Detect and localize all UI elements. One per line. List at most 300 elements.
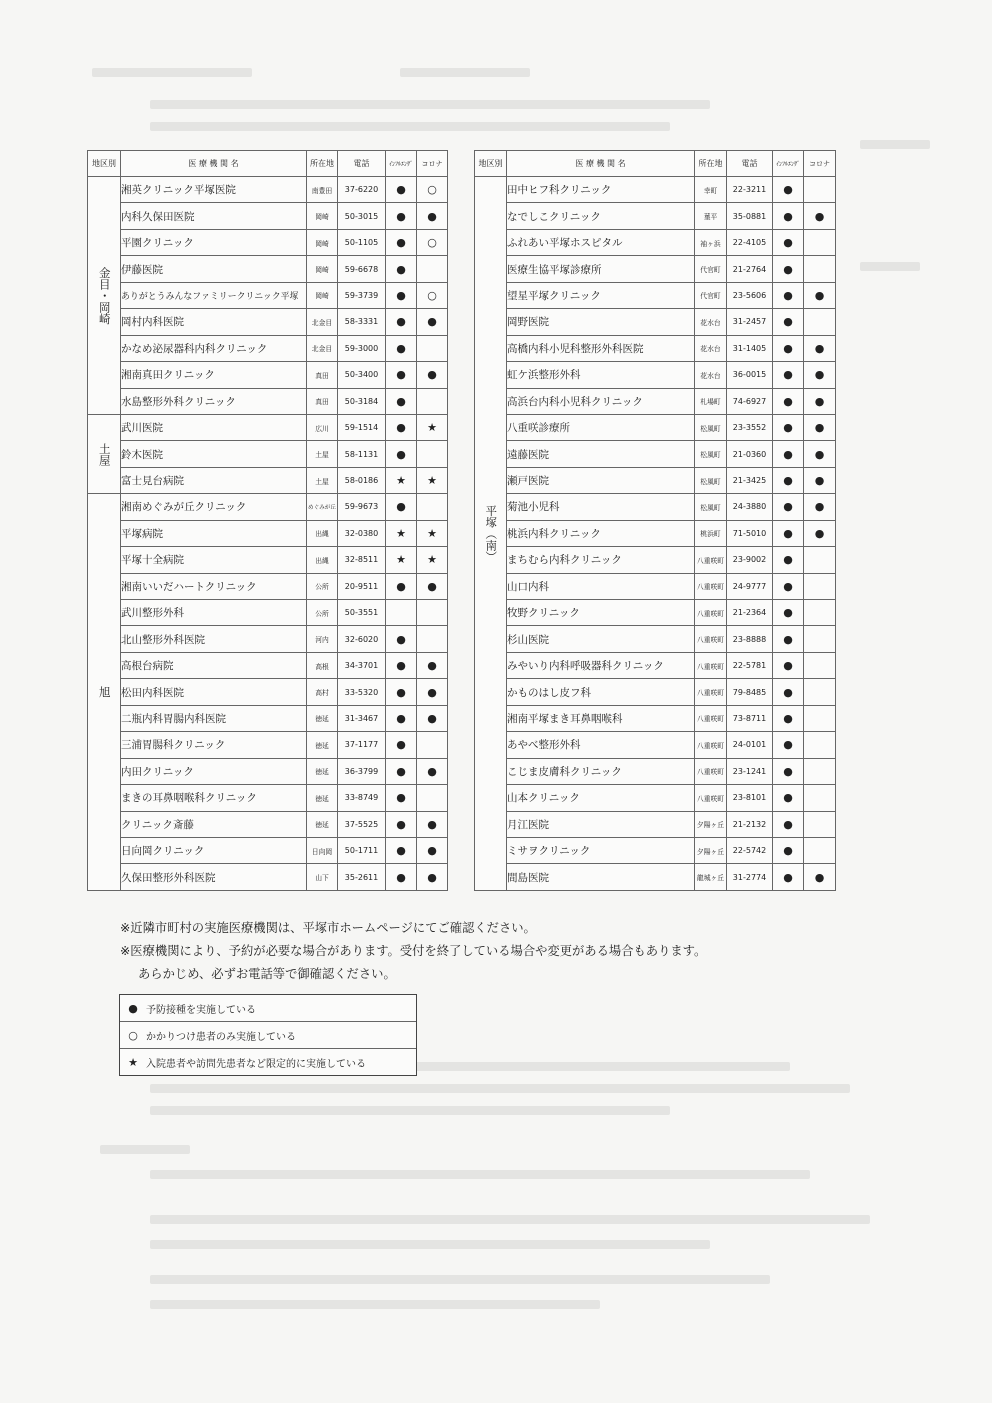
phone-cell: 24-3880: [727, 494, 773, 520]
clinic-name-cell: 八重咲診療所: [507, 414, 695, 440]
location-cell: 代官町: [695, 282, 727, 308]
filled-circle-icon: ●: [783, 579, 793, 593]
phone-cell: 23-9002: [727, 547, 773, 573]
filled-circle-icon: ●: [783, 870, 793, 884]
phone-cell: 31-2774: [727, 864, 773, 890]
filled-circle-icon: ●: [783, 791, 793, 805]
covid-mark-cell: [417, 864, 448, 890]
covid-mark-cell: [804, 547, 836, 573]
table-row: [88, 864, 448, 890]
location-cell: 八重咲町: [695, 679, 727, 705]
covid-mark-cell: [804, 362, 836, 388]
filled-circle-icon: ●: [814, 288, 825, 302]
filled-circle-icon: ●: [427, 579, 437, 593]
clinic-name-cell: 山口内科: [507, 573, 695, 599]
flu-mark-cell: [773, 229, 804, 255]
phone-cell: 31-3467: [338, 705, 386, 731]
legend-row: [120, 1049, 416, 1075]
table-row: [88, 732, 448, 758]
table-row: [475, 282, 836, 308]
location-cell: 徳延: [307, 758, 338, 784]
location-cell: 徳延: [307, 705, 338, 731]
flu-mark-cell: [773, 679, 804, 705]
flu-mark-cell: [773, 362, 804, 388]
filled-circle-icon: ●: [814, 394, 825, 408]
clinic-name-cell: 内田クリニック: [121, 758, 307, 784]
filled-circle-icon: ●: [783, 632, 793, 646]
table-row: [475, 679, 836, 705]
filled-circle-icon: ●: [783, 394, 793, 408]
phone-cell: 50-3015: [338, 203, 386, 229]
area-cell: 土屋: [88, 414, 121, 493]
covid-mark-cell: [804, 414, 836, 440]
filled-circle-icon: ●: [427, 685, 437, 699]
header-name: 医 療 機 関 名: [121, 151, 307, 177]
flu-mark-cell: [386, 520, 417, 546]
phone-cell: 21-3425: [727, 467, 773, 493]
table-row: [88, 335, 448, 361]
legend-text: かかりつけ患者のみ実施している: [146, 1031, 296, 1043]
filled-circle-icon: ●: [427, 764, 437, 778]
filled-circle-icon: ●: [783, 447, 793, 461]
table-row: [88, 600, 448, 626]
clinic-name-cell: みやいり内科呼吸器科クリニック: [507, 652, 695, 678]
clinic-name-cell: かなめ泌尿器科内科クリニック: [121, 335, 307, 361]
filled-circle-icon: ●: [427, 711, 437, 725]
location-cell: 北金目: [307, 335, 338, 361]
clinic-name-cell: 湘南平塚まき耳鼻咽喉科: [507, 705, 695, 731]
covid-mark-cell: [804, 467, 836, 493]
filled-circle-icon: ●: [396, 738, 406, 752]
filled-circle-icon: ●: [396, 394, 406, 408]
open-circle-icon: ○: [427, 183, 437, 197]
clinic-name-cell: 湘南真田クリニック: [121, 362, 307, 388]
phone-cell: 35-0881: [727, 203, 773, 229]
table-row: [88, 785, 448, 811]
phone-cell: 50-3184: [338, 388, 386, 414]
note-line: ※近隣市町村の実施医療機関は、平塚市ホームページにてご確認ください。: [120, 921, 536, 935]
clinic-name-cell: あやべ整形外科: [507, 732, 695, 758]
filled-circle-icon: ●: [396, 209, 406, 223]
filled-circle-icon: ●: [814, 447, 825, 461]
phone-cell: 21-2764: [727, 256, 773, 282]
clinic-name-cell: 高浜台内科小児科クリニック: [507, 388, 695, 414]
phone-cell: 59-1514: [338, 414, 386, 440]
covid-mark-cell: [417, 679, 448, 705]
legend-text: 予防接種を実施している: [146, 1004, 256, 1016]
location-cell: 徳延: [307, 811, 338, 837]
flu-mark-cell: [773, 758, 804, 784]
filled-circle-icon: ●: [396, 817, 406, 831]
flu-mark-cell: [386, 652, 417, 678]
clinic-name-cell: 瀬戸医院: [507, 467, 695, 493]
filled-circle-icon: ●: [396, 659, 406, 673]
flu-mark-cell: [773, 467, 804, 493]
flu-mark-cell: [773, 864, 804, 890]
covid-mark-cell: [804, 309, 836, 335]
covid-mark-cell: [417, 494, 448, 520]
phone-cell: 37-6220: [338, 177, 386, 203]
flu-mark-cell: [773, 732, 804, 758]
table-row: [475, 573, 836, 599]
flu-mark-cell: [386, 494, 417, 520]
phone-cell: 21-2132: [727, 811, 773, 837]
filled-circle-icon: ●: [396, 711, 406, 725]
covid-mark-cell: [804, 785, 836, 811]
table-row: [88, 837, 448, 863]
covid-mark-cell: [804, 626, 836, 652]
flu-mark-cell: [386, 705, 417, 731]
open-circle-icon: ○: [427, 236, 437, 250]
location-cell: 八重咲町: [695, 573, 727, 599]
area-cell: 旭: [88, 494, 121, 891]
phone-cell: 37-5525: [338, 811, 386, 837]
table-row: [475, 864, 836, 890]
filled-circle-icon: ●: [783, 659, 793, 673]
clinic-name-cell: 二瓶内科胃腸内科医院: [121, 705, 307, 731]
filled-circle-icon: ●: [783, 817, 793, 831]
filled-circle-icon: ●: [396, 579, 406, 593]
location-cell: 夕陽ヶ丘: [695, 811, 727, 837]
location-cell: 徳延: [307, 732, 338, 758]
flu-mark-cell: [386, 600, 417, 626]
clinic-name-cell: 北山整形外科医院: [121, 626, 307, 652]
filled-circle-icon: ●: [396, 183, 406, 197]
covid-mark-cell: [804, 203, 836, 229]
location-cell: 出縄: [307, 547, 338, 573]
location-cell: 土屋: [307, 467, 338, 493]
table-row: [475, 652, 836, 678]
phone-cell: 36-3799: [338, 758, 386, 784]
phone-cell: 58-0186: [338, 467, 386, 493]
table-header: [88, 151, 448, 177]
table-row: [88, 547, 448, 573]
covid-mark-cell: [417, 626, 448, 652]
location-cell: 岡崎: [307, 282, 338, 308]
phone-cell: 59-9673: [338, 494, 386, 520]
table-row: [475, 177, 836, 203]
table-row: [475, 256, 836, 282]
phone-cell: 22-3211: [727, 177, 773, 203]
location-cell: 松風町: [695, 441, 727, 467]
location-cell: 桃浜町: [695, 520, 727, 546]
legend-row: [120, 995, 416, 1022]
phone-cell: 33-5320: [338, 679, 386, 705]
covid-mark-cell: [417, 388, 448, 414]
clinic-name-cell: 高橋内科小児科整形外科医院: [507, 335, 695, 361]
phone-cell: 58-3331: [338, 309, 386, 335]
clinic-name-cell: 富士見台病院: [121, 467, 307, 493]
flu-mark-cell: [386, 573, 417, 599]
clinic-name-cell: 伊藤医院: [121, 256, 307, 282]
table-row: [475, 547, 836, 573]
clinic-name-cell: 遠藤医院: [507, 441, 695, 467]
covid-mark-cell: [804, 864, 836, 890]
clinic-name-cell: 湘南めぐみが丘クリニック: [121, 494, 307, 520]
flu-mark-cell: [773, 573, 804, 599]
flu-mark-cell: [773, 335, 804, 361]
table-row: [88, 626, 448, 652]
location-cell: 日向岡: [307, 837, 338, 863]
location-cell: 松風町: [695, 494, 727, 520]
filled-circle-icon: ●: [427, 817, 437, 831]
location-cell: 山下: [307, 864, 338, 890]
clinic-name-cell: 間島医院: [507, 864, 695, 890]
clinic-name-cell: 桃浜内科クリニック: [507, 520, 695, 546]
phone-cell: 20-9511: [338, 573, 386, 599]
filled-circle-icon: ●: [396, 288, 406, 302]
filled-circle-icon: ●: [783, 183, 793, 197]
table-row: [88, 229, 448, 255]
covid-mark-cell: [417, 600, 448, 626]
clinic-table-left: [87, 150, 448, 891]
header-phone: 電話: [727, 151, 773, 177]
filled-circle-icon: ●: [814, 500, 825, 514]
phone-cell: 59-3739: [338, 282, 386, 308]
location-cell: 土屋: [307, 441, 338, 467]
phone-cell: 22-5781: [727, 652, 773, 678]
covid-mark-cell: [417, 414, 448, 440]
covid-mark-cell: [417, 282, 448, 308]
clinic-name-cell: 岡村内科医院: [121, 309, 307, 335]
phone-cell: 59-3000: [338, 335, 386, 361]
flu-mark-cell: [386, 229, 417, 255]
star-icon: ★: [396, 553, 406, 567]
phone-cell: 22-5742: [727, 837, 773, 863]
clinic-name-cell: ミサヲクリニック: [507, 837, 695, 863]
location-cell: 高村: [307, 679, 338, 705]
covid-mark-cell: [804, 335, 836, 361]
flu-mark-cell: [386, 362, 417, 388]
flu-mark-cell: [386, 177, 417, 203]
filled-circle-icon: ●: [396, 447, 406, 461]
table-row: [475, 309, 836, 335]
location-cell: 八重咲町: [695, 600, 727, 626]
location-cell: 岡崎: [307, 203, 338, 229]
table-row: [475, 705, 836, 731]
star-icon: ★: [427, 553, 437, 567]
flu-mark-cell: [773, 600, 804, 626]
filled-circle-icon: ●: [396, 368, 406, 382]
phone-cell: 71-5010: [727, 520, 773, 546]
clinic-name-cell: ふれあい平塚ホスピタル: [507, 229, 695, 255]
phone-cell: 36-0015: [727, 362, 773, 388]
filled-circle-icon: ●: [814, 526, 825, 540]
flu-mark-cell: [773, 626, 804, 652]
filled-circle-icon: ●: [814, 209, 825, 223]
clinic-name-cell: 岡野医院: [507, 309, 695, 335]
covid-mark-cell: [417, 652, 448, 678]
covid-mark-cell: [804, 520, 836, 546]
filled-circle-icon: ●: [396, 315, 406, 329]
table-row: [475, 626, 836, 652]
clinic-name-cell: かものはし皮フ科: [507, 679, 695, 705]
table-row: [88, 203, 448, 229]
covid-mark-cell: [417, 705, 448, 731]
covid-mark-cell: [804, 229, 836, 255]
phone-cell: 37-1177: [338, 732, 386, 758]
flu-mark-cell: [386, 282, 417, 308]
clinic-name-cell: 武川整形外科: [121, 600, 307, 626]
flu-mark-cell: [386, 256, 417, 282]
clinic-name-cell: なでしこクリニック: [507, 203, 695, 229]
filled-circle-icon: ●: [396, 685, 406, 699]
filled-circle-icon: ●: [814, 421, 825, 435]
covid-mark-cell: [417, 811, 448, 837]
table-row: [88, 467, 448, 493]
covid-mark-cell: [804, 494, 836, 520]
location-cell: 河内: [307, 626, 338, 652]
clinic-name-cell: こじま皮膚科クリニック: [507, 758, 695, 784]
location-cell: 南豊田: [307, 177, 338, 203]
filled-circle-icon: ●: [783, 764, 793, 778]
location-cell: 八重咲町: [695, 758, 727, 784]
location-cell: 夕陽ヶ丘: [695, 837, 727, 863]
location-cell: 代官町: [695, 256, 727, 282]
clinic-name-cell: 内科久保田医院: [121, 203, 307, 229]
open-circle-icon: ○: [427, 288, 437, 302]
clinic-name-cell: ありがとうみんなファミリークリニック平塚: [121, 282, 307, 308]
star-icon: ★: [128, 1055, 138, 1069]
table-row: [88, 282, 448, 308]
flu-mark-cell: [386, 811, 417, 837]
covid-mark-cell: [417, 758, 448, 784]
clinic-name-cell: 杉山医院: [507, 626, 695, 652]
covid-mark-cell: [804, 282, 836, 308]
filled-circle-icon: ●: [783, 288, 793, 302]
phone-cell: 34-3701: [338, 652, 386, 678]
clinic-name-cell: 望星平塚クリニック: [507, 282, 695, 308]
header-area: 地区別: [88, 151, 121, 177]
table-row: [88, 309, 448, 335]
phone-cell: 31-1405: [727, 335, 773, 361]
location-cell: 徳延: [307, 785, 338, 811]
flu-mark-cell: [773, 837, 804, 863]
header-phone: 電話: [338, 151, 386, 177]
location-cell: 岡崎: [307, 256, 338, 282]
filled-circle-icon: ●: [396, 791, 406, 805]
clinic-name-cell: 月江医院: [507, 811, 695, 837]
filled-circle-icon: ●: [396, 421, 406, 435]
clinic-name-cell: 久保田整形外科医院: [121, 864, 307, 890]
filled-circle-icon: ●: [783, 368, 793, 382]
covid-mark-cell: [417, 732, 448, 758]
phone-cell: 21-0360: [727, 441, 773, 467]
table-row: [88, 705, 448, 731]
clinic-name-cell: 山本クリニック: [507, 785, 695, 811]
covid-mark-cell: [417, 309, 448, 335]
location-cell: 八重咲町: [695, 785, 727, 811]
filled-circle-icon: ●: [396, 764, 406, 778]
covid-mark-cell: [417, 177, 448, 203]
area-cell: 平塚（南）: [475, 177, 507, 891]
filled-circle-icon: ●: [783, 500, 793, 514]
flu-mark-cell: [386, 547, 417, 573]
filled-circle-icon: ●: [814, 870, 825, 884]
table-row: [475, 203, 836, 229]
filled-circle-icon: ●: [396, 341, 406, 355]
phone-cell: 74-6927: [727, 388, 773, 414]
location-cell: 出縄: [307, 520, 338, 546]
covid-mark-cell: [804, 705, 836, 731]
legend-row: [120, 1022, 416, 1049]
filled-circle-icon: ●: [427, 315, 437, 329]
location-cell: 公所: [307, 600, 338, 626]
header-location: 所在地: [307, 151, 338, 177]
covid-mark-cell: [804, 811, 836, 837]
phone-cell: 35-2611: [338, 864, 386, 890]
filled-circle-icon: ●: [814, 341, 825, 355]
clinic-table-right: [474, 150, 836, 891]
flu-mark-cell: [773, 785, 804, 811]
covid-mark-cell: [417, 467, 448, 493]
star-icon: ★: [427, 421, 437, 435]
table-row: [475, 229, 836, 255]
table-row: [475, 467, 836, 493]
location-cell: 松風町: [695, 414, 727, 440]
flu-mark-cell: [386, 388, 417, 414]
clinic-name-cell: 平園クリニック: [121, 229, 307, 255]
flu-mark-cell: [386, 864, 417, 890]
flu-mark-cell: [386, 785, 417, 811]
location-cell: 幸町: [695, 177, 727, 203]
phone-cell: 24-0101: [727, 732, 773, 758]
legend-text: 入院患者や訪問先患者など限定的に実施している: [146, 1058, 366, 1070]
table-row: [88, 520, 448, 546]
table-row: [475, 362, 836, 388]
area-cell: 金目・岡崎: [88, 177, 121, 415]
table-row: [88, 679, 448, 705]
table-row: [475, 414, 836, 440]
location-cell: 花水台: [695, 309, 727, 335]
location-cell: 松風町: [695, 467, 727, 493]
filled-circle-icon: ●: [128, 1001, 138, 1015]
header-area: 地区別: [475, 151, 507, 177]
filled-circle-icon: ●: [783, 262, 793, 276]
table-row: [88, 256, 448, 282]
clinic-name-cell: まきの耳鼻咽喉科クリニック: [121, 785, 307, 811]
clinic-name-cell: 武川医院: [121, 414, 307, 440]
location-cell: 真田: [307, 388, 338, 414]
filled-circle-icon: ●: [783, 236, 793, 250]
location-cell: 菫平: [695, 203, 727, 229]
covid-mark-cell: [417, 837, 448, 863]
clinic-name-cell: 松田内科医院: [121, 679, 307, 705]
note-line: ※医療機関により、予約が必要な場合があります。受付を終了している場合や変更がある場合もあります。: [120, 944, 707, 958]
star-icon: ★: [427, 474, 437, 488]
clinic-name-cell: 虹ケ浜整形外科: [507, 362, 695, 388]
filled-circle-icon: ●: [783, 526, 793, 540]
covid-mark-cell: [417, 785, 448, 811]
location-cell: 真田: [307, 362, 338, 388]
location-cell: 北金目: [307, 309, 338, 335]
flu-mark-cell: [773, 520, 804, 546]
location-cell: めぐみが丘: [307, 494, 338, 520]
phone-cell: 50-1105: [338, 229, 386, 255]
covid-mark-cell: [804, 177, 836, 203]
covid-mark-cell: [804, 679, 836, 705]
location-cell: 花水台: [695, 362, 727, 388]
filled-circle-icon: ●: [814, 474, 825, 488]
flu-mark-cell: [773, 282, 804, 308]
location-cell: 八重咲町: [695, 732, 727, 758]
table-row: [475, 837, 836, 863]
table-row: [88, 441, 448, 467]
flu-mark-cell: [773, 388, 804, 414]
covid-mark-cell: [417, 229, 448, 255]
table-row: [88, 758, 448, 784]
table-row: [475, 388, 836, 414]
